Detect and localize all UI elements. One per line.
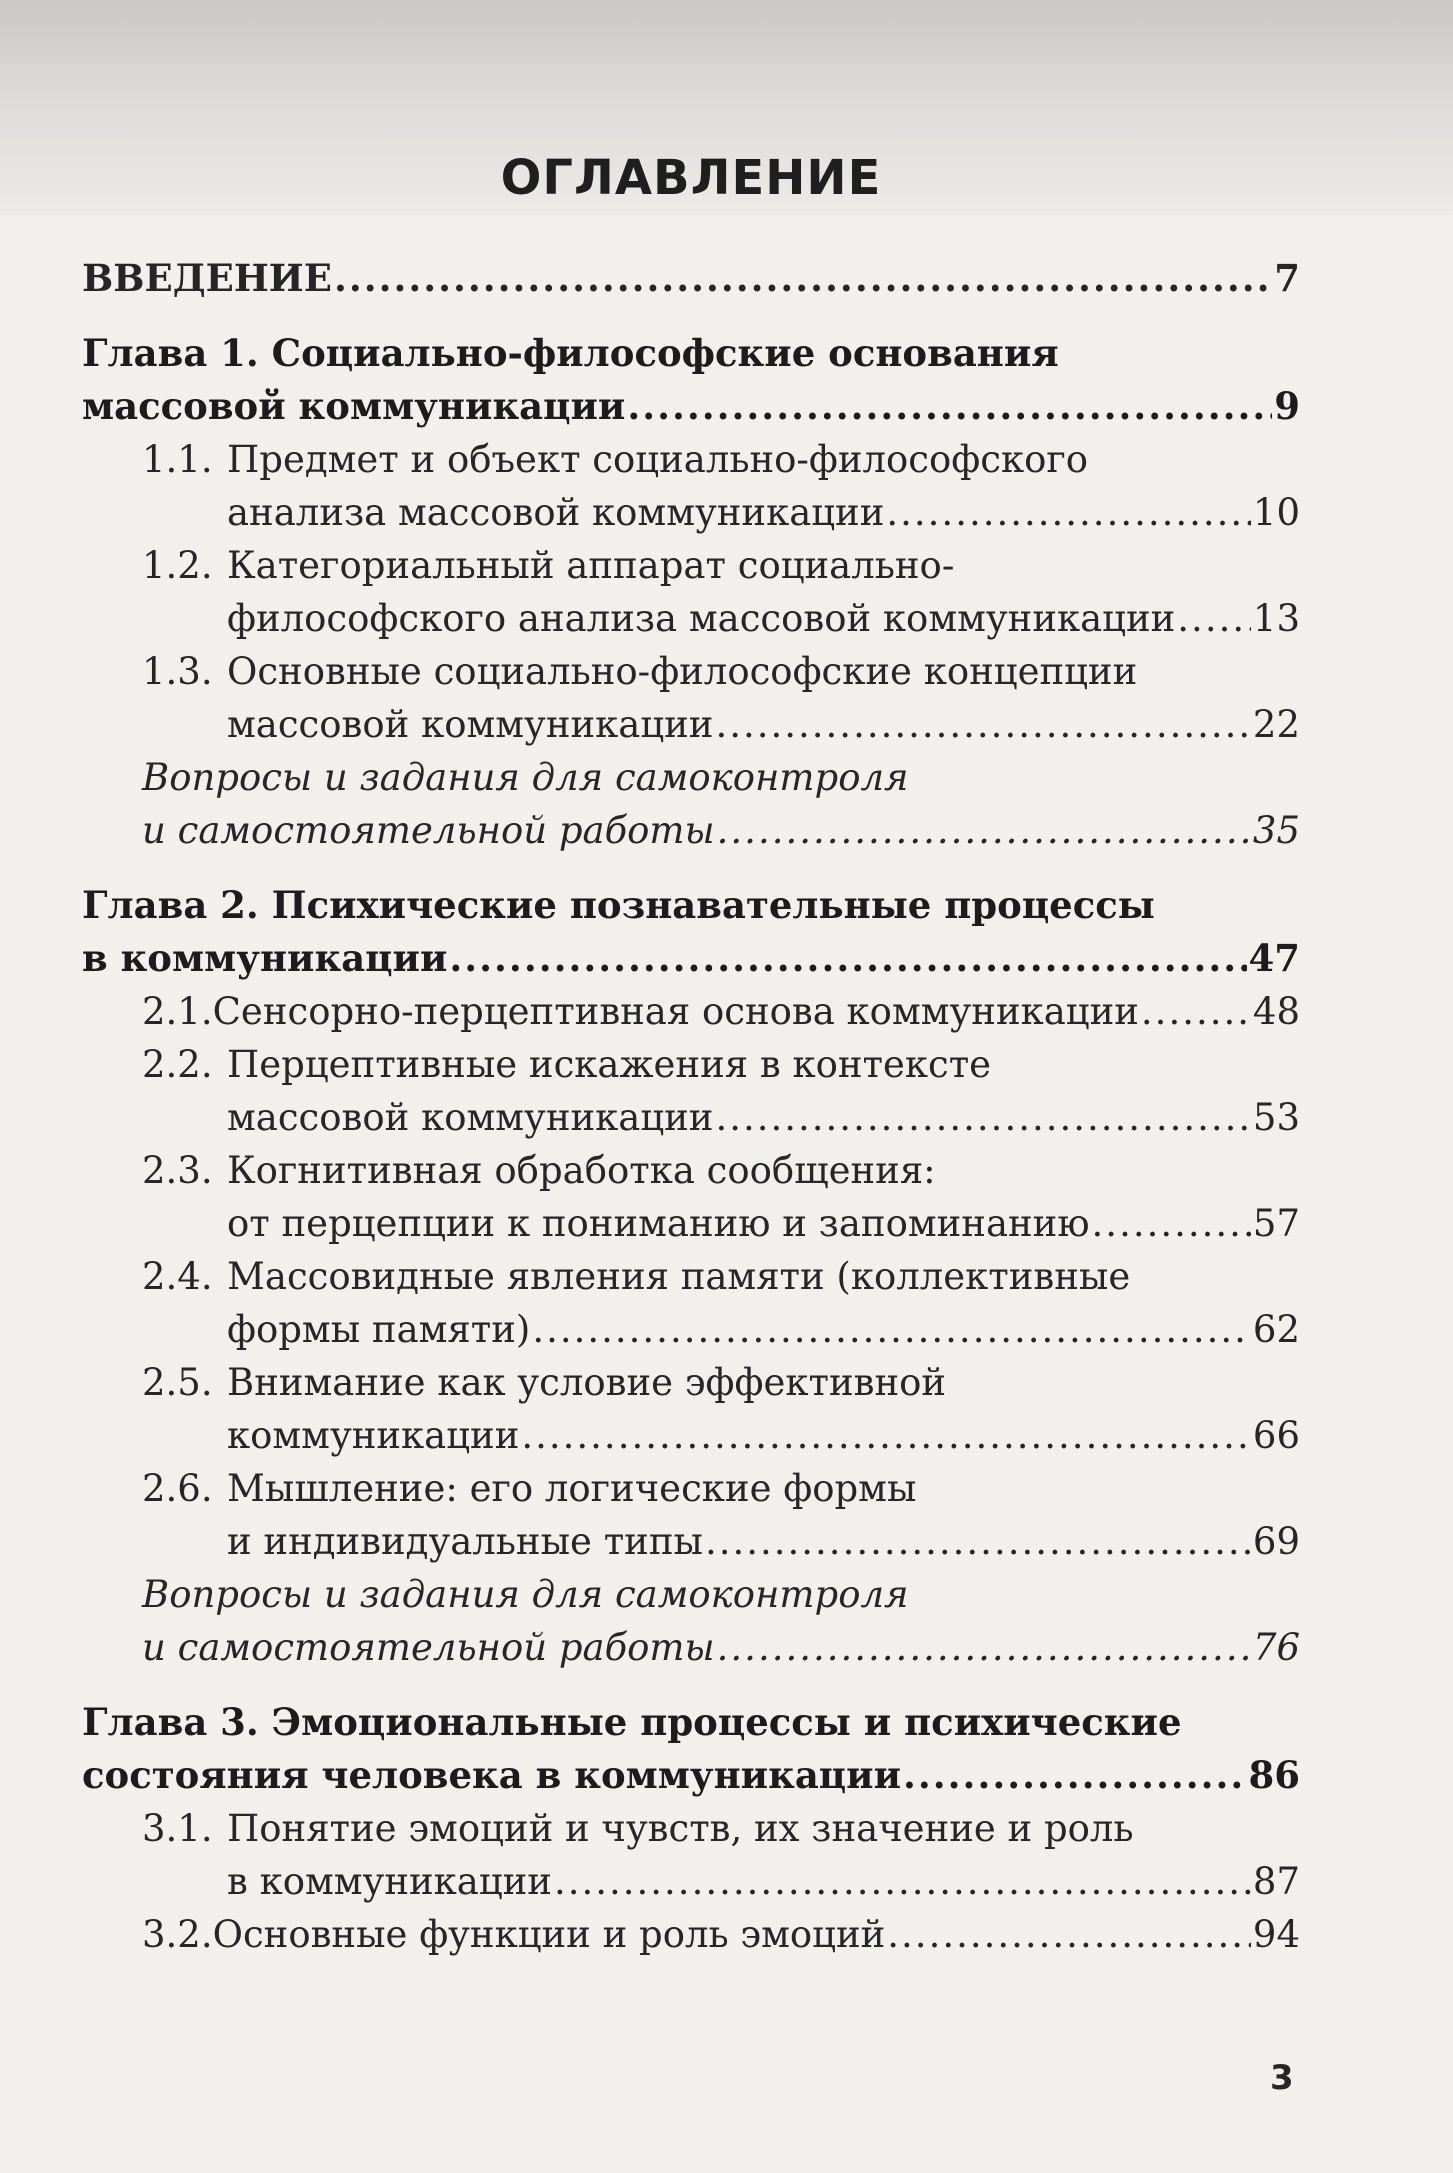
page-ref: 66 [1252,1414,1300,1457]
page-ref: 7 [1274,256,1300,300]
dot-leader [886,486,1251,539]
dot-leader [1177,592,1251,645]
dot-leader [554,1855,1251,1908]
page-ref: 9 [1274,384,1300,428]
toc-entry-section-1-3[interactable] [82,645,1300,751]
page-ref: 22 [1252,703,1300,746]
page-number: 3 [1270,2058,1294,2098]
dot-leader [887,1908,1251,1961]
questions-title-line-2: и самостоятельной работы [142,809,715,852]
page-ref: 62 [1252,1308,1300,1351]
toc-entry-section-3-2[interactable] [82,1908,1300,1961]
toc-entry-chapter-1[interactable] [82,327,1300,433]
section-number: 2.3. [142,1149,213,1192]
page-ref: 57 [1252,1202,1300,1245]
dot-leader [1141,985,1251,1038]
section-number: 3.2. [142,1913,213,1956]
chapter-title-line-1: Глава 2. Психические познавательные процессы [82,883,1155,927]
toc-entry-chapter-2[interactable] [82,879,1300,985]
section-number: 1.1. [142,438,213,481]
section-number: 2.6. [142,1467,213,1510]
section-title-line-2: анализа массовой коммуникации [227,491,885,534]
page-ref: 94 [1252,1913,1300,1956]
page-ref: 35 [1252,809,1300,852]
dot-leader [705,1515,1251,1568]
page-ref: 87 [1252,1860,1300,1903]
section-title-line-1: Когнитивная обработка сообщения: [227,1149,936,1192]
toc-entry-section-2-5[interactable] [82,1356,1300,1462]
toc-entry-section-3-1[interactable] [82,1802,1300,1908]
section-title-line-2: в коммуникации [227,1860,552,1903]
toc-entry-section-2-2[interactable] [82,1038,1300,1144]
page-ref: 13 [1252,597,1300,640]
page-ref: 86 [1248,1753,1300,1797]
section-title-line-1: Перцептивные искажения в контексте [227,1043,992,1086]
dot-leader [334,252,1272,305]
section-number: 2.2. [142,1043,213,1086]
toc-entry-section-2-1[interactable] [82,985,1300,1038]
section-title-line-1: Категориальный аппарат социально- [227,544,955,587]
section-title-line-1: Сенсорно-перцептивная основа коммуникации [212,990,1139,1033]
section-title-line-1: Основные социально-философские концепции [227,650,1138,693]
chapter-title-line-2: в коммуникации [82,936,448,980]
section-title-line-2: и индивидуальные типы [227,1520,703,1563]
page-ref: 69 [1252,1520,1300,1563]
section-title-line-1: Внимание как условие эффективной [227,1361,947,1404]
section-title-line-2: от перцепции к пониманию и запоминанию [227,1202,1090,1245]
section-number: 3.1. [142,1807,213,1850]
section-number: 2.5. [142,1361,213,1404]
page-ref: 53 [1252,1096,1300,1139]
toc-entry-section-2-6[interactable] [82,1462,1300,1568]
dot-leader [1092,1197,1251,1250]
dot-leader [717,1621,1251,1674]
dot-leader [521,1409,1251,1462]
section-title-line-2: массовой коммуникации [227,703,714,746]
section-number: 2.1. [142,990,213,1033]
page-ref: 48 [1252,990,1300,1033]
section-title-line-1: Массовидные явления памяти (коллективные [227,1255,1131,1298]
page-ref: 10 [1252,491,1300,534]
page-ref: 76 [1252,1626,1300,1669]
chapter-title-line-1: Глава 3. Эмоциональные процессы и психические [82,1700,1182,1744]
dot-leader [903,1749,1246,1802]
toc-entry-questions-1[interactable] [82,751,1300,857]
toc-entry-section-2-3[interactable] [82,1144,1300,1250]
section-title-line-1: Предмет и объект социально-философского [227,438,1089,481]
toc-entry-questions-2[interactable] [82,1568,1300,1674]
section-number: 1.2. [142,544,213,587]
toc-entry-section-1-2[interactable] [82,539,1300,645]
questions-title-line-1: Вопросы и задания для самоконтроля [142,756,909,799]
section-title-line-2: коммуникации [227,1414,520,1457]
chapter-title-line-2: состояния человека в коммуникации [82,1753,902,1797]
dot-leader [449,932,1246,985]
dot-leader [532,1303,1251,1356]
page-ref: 47 [1248,936,1300,980]
section-title-line-1: Мышление: его логические формы [227,1467,917,1510]
page-title: ОГЛАВЛЕНИЕ [500,150,882,206]
entry-label: ВВЕДЕНИЕ [82,256,332,300]
dot-leader [715,698,1250,751]
section-title-line-2: формы памяти) [227,1308,531,1351]
toc-entry-intro[interactable] [82,252,1300,305]
questions-title-line-2: и самостоятельной работы [142,1626,715,1669]
toc-entry-section-2-4[interactable] [82,1250,1300,1356]
dot-leader [717,804,1251,857]
questions-title-line-1: Вопросы и задания для самоконтроля [142,1573,909,1616]
section-title-line-2: философского анализа массовой коммуникации [227,597,1176,640]
toc-entry-chapter-3[interactable] [82,1696,1300,1802]
section-title-line-2: массовой коммуникации [227,1096,714,1139]
chapter-title-line-2: массовой коммуникации [82,384,626,428]
dot-leader [627,380,1272,433]
section-number: 1.3. [142,650,213,693]
section-title-line-1: Понятие эмоций и чувств, их значение и роль [227,1807,1134,1850]
toc-page [82,150,1300,1961]
toc-entry-section-1-1[interactable] [82,433,1300,539]
chapter-title-line-1: Глава 1. Социально-философские основания [82,331,1059,375]
section-title-line-1: Основные функции и роль эмоций [212,1913,886,1956]
dot-leader [715,1091,1250,1144]
section-number: 2.4. [142,1255,213,1298]
